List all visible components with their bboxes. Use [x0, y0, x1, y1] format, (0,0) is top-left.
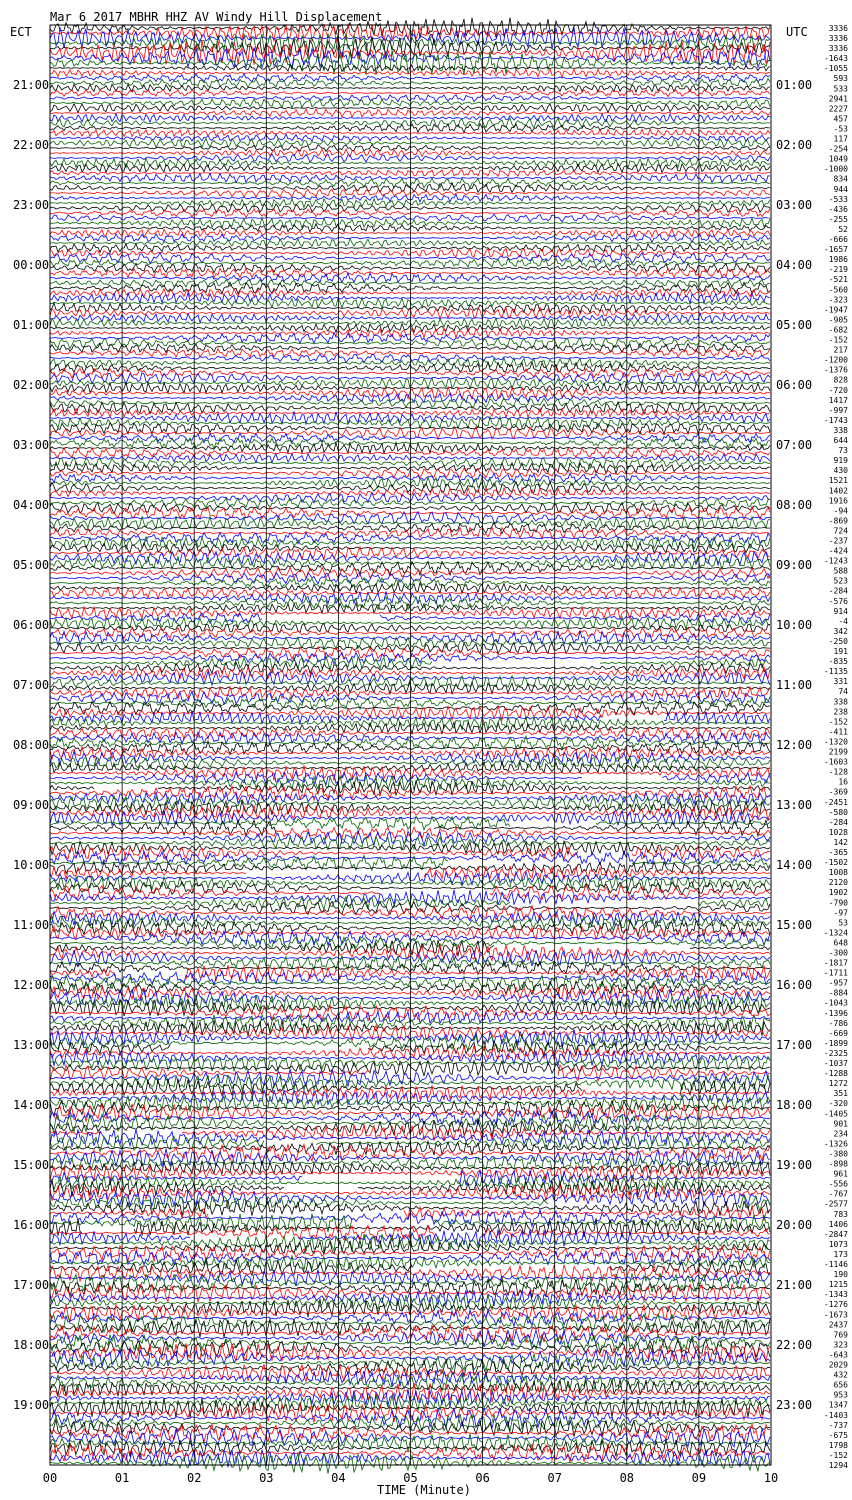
right-hour-label: 16:00 — [776, 978, 813, 992]
offset-label: 52 — [838, 224, 848, 234]
trace-line — [50, 796, 770, 811]
trace-line — [50, 145, 770, 152]
trace-line — [50, 178, 770, 188]
trace-line — [50, 170, 770, 177]
offset-label: 1798 — [828, 1440, 848, 1450]
offset-label: -898 — [828, 1159, 848, 1169]
right-hour-label: 08:00 — [776, 498, 813, 512]
offset-label: -380 — [828, 1149, 848, 1159]
offset-label: -767 — [828, 1189, 848, 1199]
trace-line — [50, 354, 770, 363]
trace-line — [50, 453, 770, 462]
right-hour-label: 02:00 — [776, 138, 813, 152]
trace-line — [50, 820, 770, 836]
offset-label: 457 — [833, 114, 848, 124]
offset-label: -1324 — [823, 928, 848, 938]
offset-label: 1406 — [828, 1219, 848, 1229]
offset-label: 173 — [833, 1249, 848, 1259]
left-hour-label: 02:00 — [13, 378, 50, 392]
trace-line — [50, 368, 770, 378]
offset-label: 2941 — [828, 94, 848, 104]
offset-label: 1417 — [828, 395, 848, 405]
left-hour-label: 00:00 — [13, 258, 50, 272]
right-hour-label: 18:00 — [776, 1098, 813, 1112]
trace-line — [50, 1100, 770, 1116]
right-hour-label: 17:00 — [776, 1038, 813, 1052]
offset-label: -424 — [828, 546, 848, 556]
offset-label: 16 — [838, 777, 848, 787]
x-tick-label: 00 — [42, 1471, 58, 1485]
trace-line — [50, 402, 770, 414]
offset-label: -957 — [828, 978, 848, 988]
right-axis-label: UTC — [786, 25, 808, 39]
offset-label: 1521 — [828, 476, 848, 486]
trace-line — [50, 507, 770, 520]
offset-label: -1288 — [823, 1069, 848, 1079]
trace-line — [50, 1069, 770, 1086]
trace-line — [50, 218, 770, 228]
trace-line — [50, 662, 770, 673]
trace-line — [50, 289, 770, 298]
offset-label: -884 — [828, 988, 848, 998]
right-hour-label: 21:00 — [776, 1278, 813, 1292]
trace-offset-labels — [824, 24, 848, 1470]
offset-label: -254 — [828, 144, 848, 154]
trace-line — [50, 69, 770, 77]
offset-label: 1272 — [828, 1079, 848, 1089]
offset-label: 74 — [838, 687, 848, 697]
left-hour-label: 21:00 — [13, 78, 50, 92]
trace-line — [50, 711, 770, 724]
offset-label: -255 — [828, 214, 848, 224]
offset-label: 323 — [833, 1340, 848, 1350]
offset-label: 656 — [833, 1380, 848, 1390]
offset-label: -365 — [828, 848, 848, 858]
offset-label: -2577 — [823, 1199, 848, 1209]
trace-line — [50, 1149, 770, 1167]
left-hour-label: 11:00 — [13, 918, 50, 932]
offset-label: -1657 — [823, 245, 848, 255]
offset-label: 769 — [833, 1330, 848, 1340]
offset-label: -369 — [828, 787, 848, 797]
trace-line — [50, 423, 770, 434]
offset-label: 2120 — [828, 878, 848, 888]
offset-label: -905 — [828, 315, 848, 325]
offset-label: 961 — [833, 1169, 848, 1179]
offset-label: 117 — [833, 134, 848, 144]
offset-label: -1055 — [823, 64, 848, 74]
trace-line — [50, 234, 770, 242]
offset-label: -643 — [828, 1350, 848, 1360]
right-hour-label: 13:00 — [776, 798, 813, 812]
offset-label: 1049 — [828, 154, 848, 164]
trace-line — [50, 588, 770, 599]
offset-label: -1326 — [823, 1139, 848, 1149]
offset-label: -1200 — [823, 355, 848, 365]
left-hour-label: 08:00 — [13, 738, 50, 752]
trace-line — [50, 1354, 770, 1371]
right-hour-label: 19:00 — [776, 1158, 813, 1172]
offset-label: 338 — [833, 425, 848, 435]
offset-label: -250 — [828, 636, 848, 646]
offset-label: -521 — [828, 275, 848, 285]
x-axis-label: TIME (Minute) — [377, 1483, 471, 1497]
offset-label: 533 — [833, 84, 848, 94]
offset-label: 432 — [833, 1370, 848, 1380]
left-hour-label: 19:00 — [13, 1398, 50, 1412]
offset-label: 3336 — [828, 44, 848, 54]
offset-label: -219 — [828, 265, 848, 275]
left-hour-label: 04:00 — [13, 498, 50, 512]
offset-label: 1347 — [828, 1400, 848, 1410]
offset-label: -1135 — [823, 667, 848, 677]
offset-label: 914 — [833, 606, 848, 616]
trace-line — [50, 129, 770, 137]
left-hour-label: 03:00 — [13, 438, 50, 452]
right-hour-label: 05:00 — [776, 318, 813, 332]
offset-label: 644 — [833, 436, 848, 446]
offset-label: -682 — [828, 325, 848, 335]
x-tick-label: 06 — [475, 1471, 490, 1485]
trace-line — [50, 628, 770, 639]
offset-label: -1405 — [823, 1109, 848, 1119]
offset-label: 1986 — [828, 255, 848, 265]
offset-label: -4 — [838, 616, 848, 626]
offset-label: -1403 — [823, 1410, 848, 1420]
offset-label: -835 — [828, 657, 848, 667]
left-hour-label: 18:00 — [13, 1338, 50, 1352]
offset-label: -1146 — [823, 1260, 848, 1270]
offset-label: -411 — [828, 727, 848, 737]
trace-line — [50, 706, 770, 720]
offset-label: -152 — [828, 1450, 848, 1460]
trace-line — [50, 149, 770, 157]
left-hour-label: 15:00 — [13, 1158, 50, 1172]
offset-label: 331 — [833, 677, 848, 687]
trace-line — [50, 95, 770, 102]
left-hour-labels — [13, 78, 49, 1412]
offset-label: -675 — [828, 1430, 848, 1440]
trace-line — [50, 349, 770, 358]
offset-label: 919 — [833, 456, 848, 466]
right-hour-label: 22:00 — [776, 1338, 813, 1352]
trace-line — [50, 468, 770, 477]
left-hour-label: 09:00 — [13, 798, 50, 812]
offset-label: -580 — [828, 807, 848, 817]
offset-label: 2437 — [828, 1320, 848, 1330]
offset-label: -869 — [828, 516, 848, 526]
offset-label: -1502 — [823, 858, 848, 868]
trace-line — [50, 372, 770, 384]
trace-line — [50, 751, 770, 765]
offset-label: 3336 — [828, 24, 848, 33]
trace-line — [50, 324, 770, 333]
trace-line — [50, 189, 770, 197]
offset-label: 238 — [833, 707, 848, 717]
right-hour-labels — [776, 78, 812, 1412]
right-hour-label: 03:00 — [776, 198, 813, 212]
offset-label: -1276 — [823, 1300, 848, 1310]
offset-label: 1294 — [828, 1461, 848, 1470]
x-tick-label: 04 — [331, 1471, 346, 1485]
trace-line — [50, 194, 770, 202]
trace-line — [50, 1060, 770, 1076]
trace-line — [50, 273, 770, 283]
trace-line — [50, 995, 770, 1012]
offset-label: 944 — [833, 184, 848, 194]
trace-line — [50, 682, 770, 694]
offset-label: -1043 — [823, 998, 848, 1008]
offset-label: 430 — [833, 466, 848, 476]
offset-label: -1320 — [823, 737, 848, 747]
offset-label: 2199 — [828, 747, 848, 757]
offset-label: 2227 — [828, 104, 848, 114]
x-tick-label: 05 — [403, 1471, 418, 1485]
offset-label: -2325 — [823, 1048, 848, 1058]
left-hour-label: 17:00 — [13, 1278, 50, 1292]
offset-label: 1008 — [828, 868, 848, 878]
offset-label: -237 — [828, 536, 848, 546]
offset-label: -560 — [828, 285, 848, 295]
offset-label: -1817 — [823, 958, 848, 968]
offset-label: 190 — [833, 1270, 848, 1280]
offset-label: -1643 — [823, 54, 848, 64]
offset-label: -666 — [828, 235, 848, 245]
trace-line — [50, 882, 770, 895]
offset-label: 53 — [838, 918, 848, 928]
left-hour-label: 10:00 — [13, 858, 50, 872]
left-hour-label: 22:00 — [13, 138, 50, 152]
left-hour-label: 23:00 — [13, 198, 50, 212]
trace-line — [50, 268, 770, 278]
x-tick-label: 10 — [763, 1471, 779, 1485]
trace-line — [50, 1240, 770, 1253]
offset-label: 834 — [833, 174, 848, 184]
offset-label: -1243 — [823, 556, 848, 566]
trace-line — [50, 1335, 770, 1352]
right-hour-label: 11:00 — [776, 678, 813, 692]
left-hour-label: 13:00 — [13, 1038, 50, 1052]
left-hour-label: 12:00 — [13, 978, 50, 992]
trace-line — [50, 543, 770, 554]
trace-line — [50, 398, 770, 408]
x-tick-label: 03 — [259, 1471, 274, 1485]
chart-title: Mar 6 2017 MBHR HHZ AV Windy Hill Displacement — [50, 10, 383, 24]
right-hour-label: 06:00 — [776, 378, 813, 392]
offset-label: -669 — [828, 1028, 848, 1038]
offset-label: -1673 — [823, 1310, 848, 1320]
offset-label: -1343 — [823, 1290, 848, 1300]
left-hour-label: 05:00 — [13, 558, 50, 572]
trace-line — [50, 79, 770, 88]
trace-line — [50, 448, 770, 458]
offset-label: 901 — [833, 1119, 848, 1129]
trace-line — [50, 786, 770, 801]
trace-line — [50, 199, 770, 208]
offset-label: -284 — [828, 817, 848, 827]
offset-label: -53 — [833, 124, 848, 134]
offset-label: 2029 — [828, 1360, 848, 1370]
offset-label: -2847 — [823, 1229, 848, 1239]
offset-label: -1899 — [823, 1038, 848, 1048]
offset-label: 217 — [833, 345, 848, 355]
trace-line — [50, 154, 770, 162]
offset-label: -786 — [828, 1018, 848, 1028]
x-tick-label: 08 — [619, 1471, 635, 1485]
left-axis-label: ECT — [10, 25, 32, 39]
offset-label: -1396 — [823, 1008, 848, 1018]
trace-line — [50, 173, 770, 182]
left-hour-label: 01:00 — [13, 318, 50, 332]
trace-line — [50, 971, 770, 985]
offset-label: 1215 — [828, 1280, 848, 1290]
offset-label: 724 — [833, 526, 848, 536]
offset-label: -323 — [828, 295, 848, 305]
offset-label: -1037 — [823, 1059, 848, 1069]
offset-label: -1743 — [823, 415, 848, 425]
right-hour-label: 01:00 — [776, 78, 813, 92]
trace-line — [50, 308, 770, 319]
trace-line — [50, 573, 770, 584]
trace-line — [50, 473, 770, 483]
offset-label: 593 — [833, 74, 848, 84]
trace-line — [50, 90, 770, 97]
trace-line — [50, 183, 770, 192]
offset-label: -997 — [828, 405, 848, 415]
trace-line — [50, 65, 770, 72]
offset-label: -2451 — [823, 797, 848, 807]
trace-line — [50, 687, 770, 699]
offset-label: 1402 — [828, 486, 848, 496]
trace-line — [50, 328, 770, 338]
right-hour-label: 15:00 — [776, 918, 813, 932]
offset-label: 338 — [833, 697, 848, 707]
right-hour-label: 09:00 — [776, 558, 813, 572]
offset-label: 142 — [833, 837, 848, 847]
x-tick-label: 07 — [547, 1471, 562, 1485]
right-hour-label: 07:00 — [776, 438, 813, 452]
offset-label: -737 — [828, 1420, 848, 1430]
offset-label: -1603 — [823, 757, 848, 767]
offset-label: -94 — [833, 506, 848, 516]
right-hour-label: 12:00 — [776, 738, 813, 752]
right-hour-label: 10:00 — [776, 618, 813, 632]
x-tick-label: 02 — [186, 1471, 202, 1485]
offset-label: -720 — [828, 385, 848, 395]
offset-label: 73 — [838, 446, 848, 456]
right-hour-label: 20:00 — [776, 1218, 813, 1232]
offset-label: 783 — [833, 1209, 848, 1219]
offset-label: 3336 — [828, 34, 848, 44]
trace-line — [50, 623, 770, 632]
right-hour-label: 23:00 — [776, 1398, 813, 1412]
offset-label: -97 — [833, 908, 848, 918]
offset-label: -576 — [828, 596, 848, 606]
trace-line — [50, 358, 770, 368]
right-hour-label: 04:00 — [776, 258, 813, 272]
offset-label: -556 — [828, 1179, 848, 1189]
trace-line — [50, 433, 770, 442]
offset-label: -1947 — [823, 305, 848, 315]
offset-label: 648 — [833, 938, 848, 948]
x-tick-label: 09 — [691, 1471, 707, 1485]
offset-label: 523 — [833, 576, 848, 586]
offset-label: -1711 — [823, 968, 848, 978]
offset-label: 342 — [833, 626, 848, 636]
left-hour-label: 06:00 — [13, 618, 50, 632]
offset-label: 828 — [833, 375, 848, 385]
offset-label: -1000 — [823, 164, 848, 174]
left-hour-label: 16:00 — [13, 1218, 50, 1232]
trace-line — [50, 931, 770, 945]
offset-label: 1073 — [828, 1239, 848, 1249]
trace-line — [50, 244, 770, 253]
offset-label: 953 — [833, 1390, 848, 1400]
offset-label: 1902 — [828, 888, 848, 898]
offset-label: -533 — [828, 194, 848, 204]
trace-line — [50, 229, 770, 237]
offset-label: -152 — [828, 335, 848, 345]
offset-label: 1028 — [828, 827, 848, 837]
trace-line — [50, 1160, 770, 1175]
offset-label: 191 — [833, 647, 848, 657]
offset-label: -320 — [828, 1099, 848, 1109]
offset-label: -436 — [828, 204, 848, 214]
trace-line — [50, 164, 770, 173]
x-tick-label: 01 — [114, 1471, 130, 1485]
trace-line — [50, 1094, 770, 1112]
left-hour-label: 07:00 — [13, 678, 50, 692]
offset-label: -128 — [828, 767, 848, 777]
trace-line — [50, 482, 770, 494]
offset-label: 234 — [833, 1129, 848, 1139]
right-hour-label: 14:00 — [776, 858, 813, 872]
offset-label: 1916 — [828, 496, 848, 506]
offset-label: -1376 — [823, 365, 848, 375]
offset-label: -284 — [828, 586, 848, 596]
trace-line — [50, 158, 770, 168]
left-hour-label: 14:00 — [13, 1098, 50, 1112]
offset-label: -300 — [828, 948, 848, 958]
trace-line — [50, 109, 770, 117]
offset-label: -790 — [828, 898, 848, 908]
offset-label: -152 — [828, 717, 848, 727]
seismic-traces — [50, 18, 770, 1474]
offset-label: 351 — [833, 1089, 848, 1099]
offset-label: 588 — [833, 566, 848, 576]
